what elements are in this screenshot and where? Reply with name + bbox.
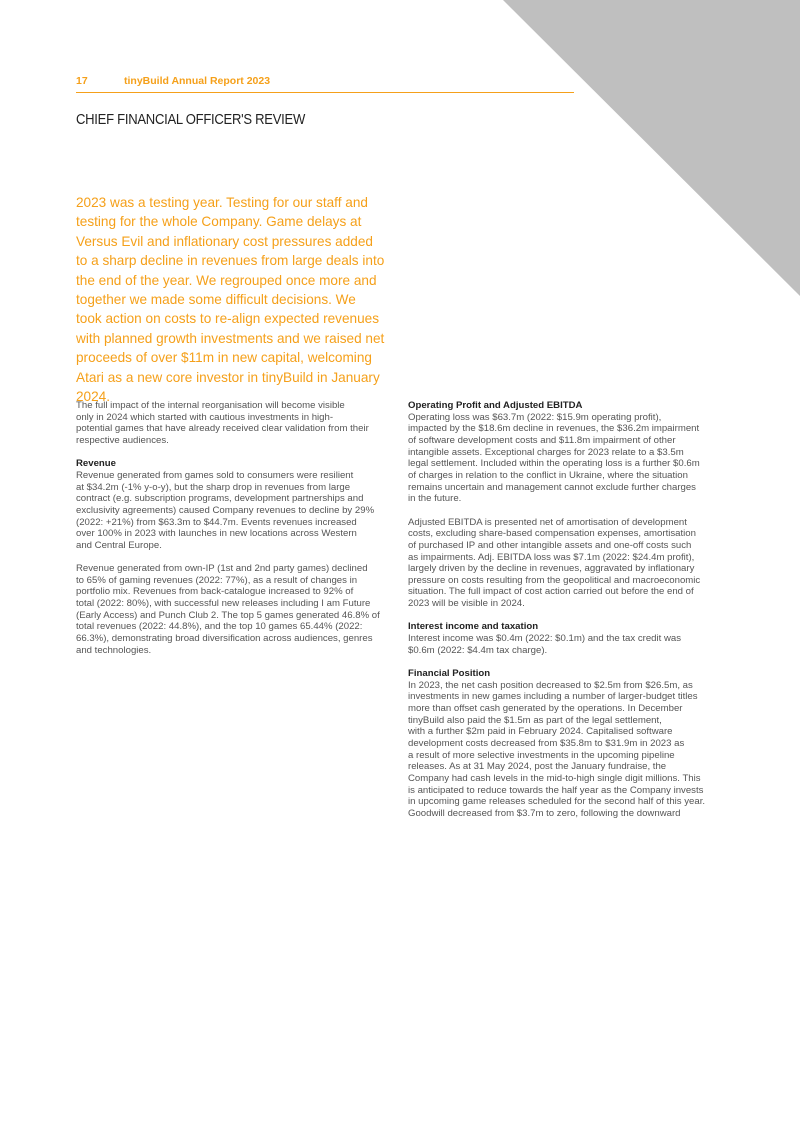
financial-position-paragraph: In 2023, the net cash position decreased to $2.5m from $26.5m, as investments in new games including a number of larger-budget titles more than offset cash generated by the operations. In December tinyBuild also paid the $1.5m as part of the legal settlement, with a further $2m paid in February 2024. Capitalised software development costs decreased from $35.8m to $31.9m in 2023 as a result of more selective investments in the upcoming pipeline releases. As at 31 May 2024, post the January fundraise, the Company had cash levels in the mid-to-high single digit millions. This is anticipated to reduce towards the half year as the Company invests in upcoming game releases scheduled for the second half of this year. Goodwill decreased from $3.7m to zero, following the downward — [408, 679, 706, 819]
right-column — [408, 400, 738, 831]
intro-paragraph: The full impact of the internal reorganisation will become visible only in 2024 which started with cautious investments in high- potential games that have already received clear validation from their respective audiences. — [76, 400, 369, 446]
header-divider — [76, 92, 574, 93]
page-title: CHIEF FINANCIAL OFFICER'S REVIEW — [76, 112, 306, 128]
interest-paragraph: Interest income was $0.4m (2022: $0.1m) and the tax credit was $0.6m (2022: $4.4m tax charge). — [408, 633, 682, 656]
report-title: tinyBuild Annual Report 2023 — [124, 75, 271, 87]
page-number: 17 — [76, 75, 88, 87]
operating-profit-paragraph: Operating loss was $63.7m (2022: $15.9m operating profit), impacted by the $18.6m decline in revenues, the $36.2m impairment of software development costs and $11.8m impairment of other intangible assets. Exceptional charges for 2023 relate to a $3.5m legal settlement. Included within the operating loss is a further $0.6m of charges in relation to the conflict in Ukraine, where the situation remains uncertain and management cannot exclude further charges in the future. — [408, 411, 700, 505]
left-column — [76, 400, 406, 668]
revenue-paragraph: Revenue generated from own-IP (1st and 2nd party games) declined to 65% of gaming revenues (2022: 77%), as a result of changes in portfolio mix. Revenues from back-catalogue increased to 92% of total (2022: 80%), with successful new releases including I am Future (Early Access) and Punch Club 2. The top 5 games generated 46.8% of total revenues (2022: 44.8%), and the top 10 games 65.44% (2022: 66.3%), demonstrating broad diversification across audiences, genres and technologies. — [76, 563, 380, 656]
adjusted-ebitda-paragraph: Adjusted EBITDA is presented net of amortisation of development costs, excluding share-based compensation expenses, amortisation of purchased IP and other intangible assets and one-off costs such as impairments. Adj. EBITDA loss was $7.1m (2022: $24.4m profit), largely driven by the decline in revenues, aggravated by inflationary pressure on costs resulting from the geopolitical and macroeconomic situation. The full impact of cost action carried out before the end of 2023 will be visible in 2024. — [408, 516, 701, 610]
operating-profit-heading: Operating Profit and Adjusted EBITDA — [408, 400, 583, 411]
financial-position-heading: Financial Position — [408, 668, 491, 680]
revenue-paragraph: Revenue generated from games sold to consumers were resilient at $34.2m (-1% y-o-y), but the sharp drop in revenues from large contract (e.g. subscription programs, development partnerships and exclusivity agreements) caused Company revenues to decline by 29% (2022: +21%) from $63.3m to $44.7m. Events revenues increased over 100% in 2023 with launches in new locations across Western and Central Europe. — [76, 469, 375, 551]
revenue-heading: Revenue — [76, 458, 116, 470]
pull-quote: 2023 was a testing year. Testing for our staff and testing for the whole Company. Game delays at Versus Evil and inflationary cost pressures added to a sharp decline in revenues from large deals into the end of the year. We regrouped once more and together we made some difficult decisions. We took action on costs to re-align expected revenues with planned growth investments and we raised net proceeds of over $11m in new capital, welcoming Atari as a new core investor in tinyBuild in January 2024. — [76, 195, 385, 405]
interest-heading: Interest income and taxation — [408, 621, 539, 633]
